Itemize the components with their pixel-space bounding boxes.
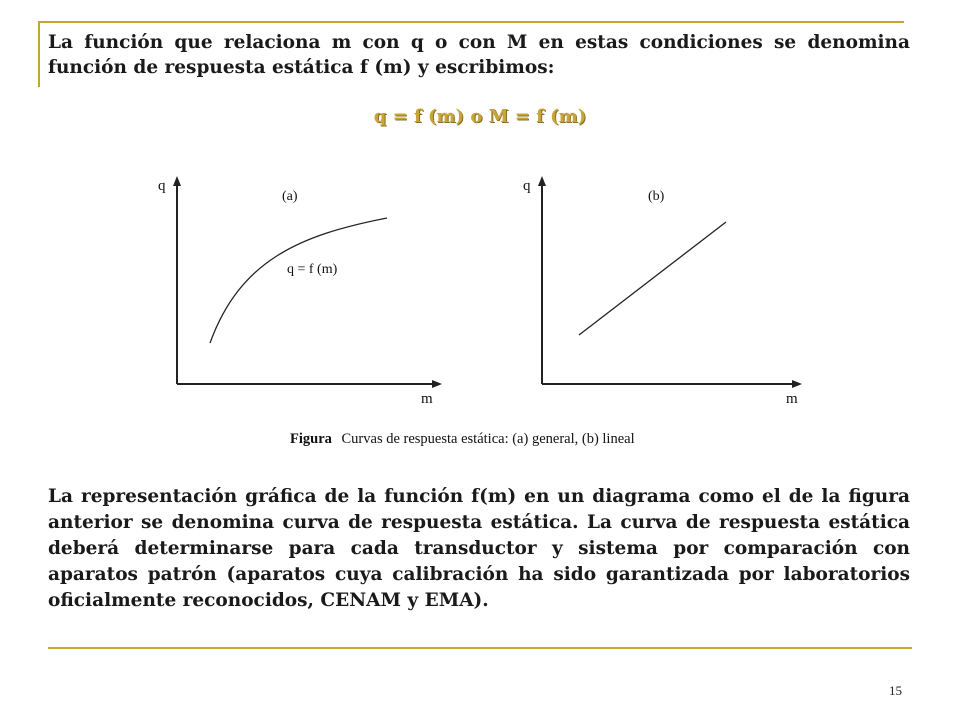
panel-a-x-label: m bbox=[421, 391, 433, 407]
panel-b-y-arrow bbox=[538, 176, 546, 186]
figure-caption-text: Curvas de respuesta estática: (a) general, (b) lineal bbox=[341, 431, 635, 447]
panel-a-curve-label: q = f (m) bbox=[287, 262, 338, 277]
top-rule bbox=[38, 21, 904, 23]
panel-a-x-arrow bbox=[432, 380, 442, 388]
left-rule bbox=[38, 21, 40, 87]
response-curves-figure bbox=[0, 160, 960, 460]
panel-b-line bbox=[579, 222, 726, 335]
formula-line: q = f (m) o M = f (m) bbox=[373, 106, 587, 127]
panel-a bbox=[158, 176, 442, 407]
panel-a-y-label: q bbox=[158, 178, 166, 194]
panel-b-x-label: m bbox=[786, 391, 798, 407]
panel-b-y-label: q bbox=[523, 178, 531, 194]
panel-a-tag: (a) bbox=[282, 189, 298, 204]
panel-b bbox=[523, 176, 802, 407]
page-number: 15 bbox=[889, 683, 902, 698]
figure-caption-bold: Figura bbox=[290, 431, 332, 447]
figure-caption bbox=[290, 431, 635, 447]
panel-a-y-arrow bbox=[173, 176, 181, 186]
panel-a-curve bbox=[210, 218, 387, 343]
bottom-rule bbox=[48, 647, 912, 649]
panel-b-x-arrow bbox=[792, 380, 802, 388]
panel-b-tag: (b) bbox=[648, 189, 665, 204]
body-paragraph: La representación gráfica de la función f(m) en un diagrama como el de la figura anterior se denomina curva de respuesta estática. La curva de respuesta estática deberá determinarse para cada transductor y sistema por comparación con aparatos patrón (aparatos cuya calibración ha sido garantizada por laboratorios oficialmente reconocidos, CENAM y EMA). bbox=[48, 486, 910, 611]
intro-paragraph: La función que relaciona m con q o con M en estas condiciones se denomina función de respuesta estática f (m) y escribimos: bbox=[48, 32, 910, 78]
